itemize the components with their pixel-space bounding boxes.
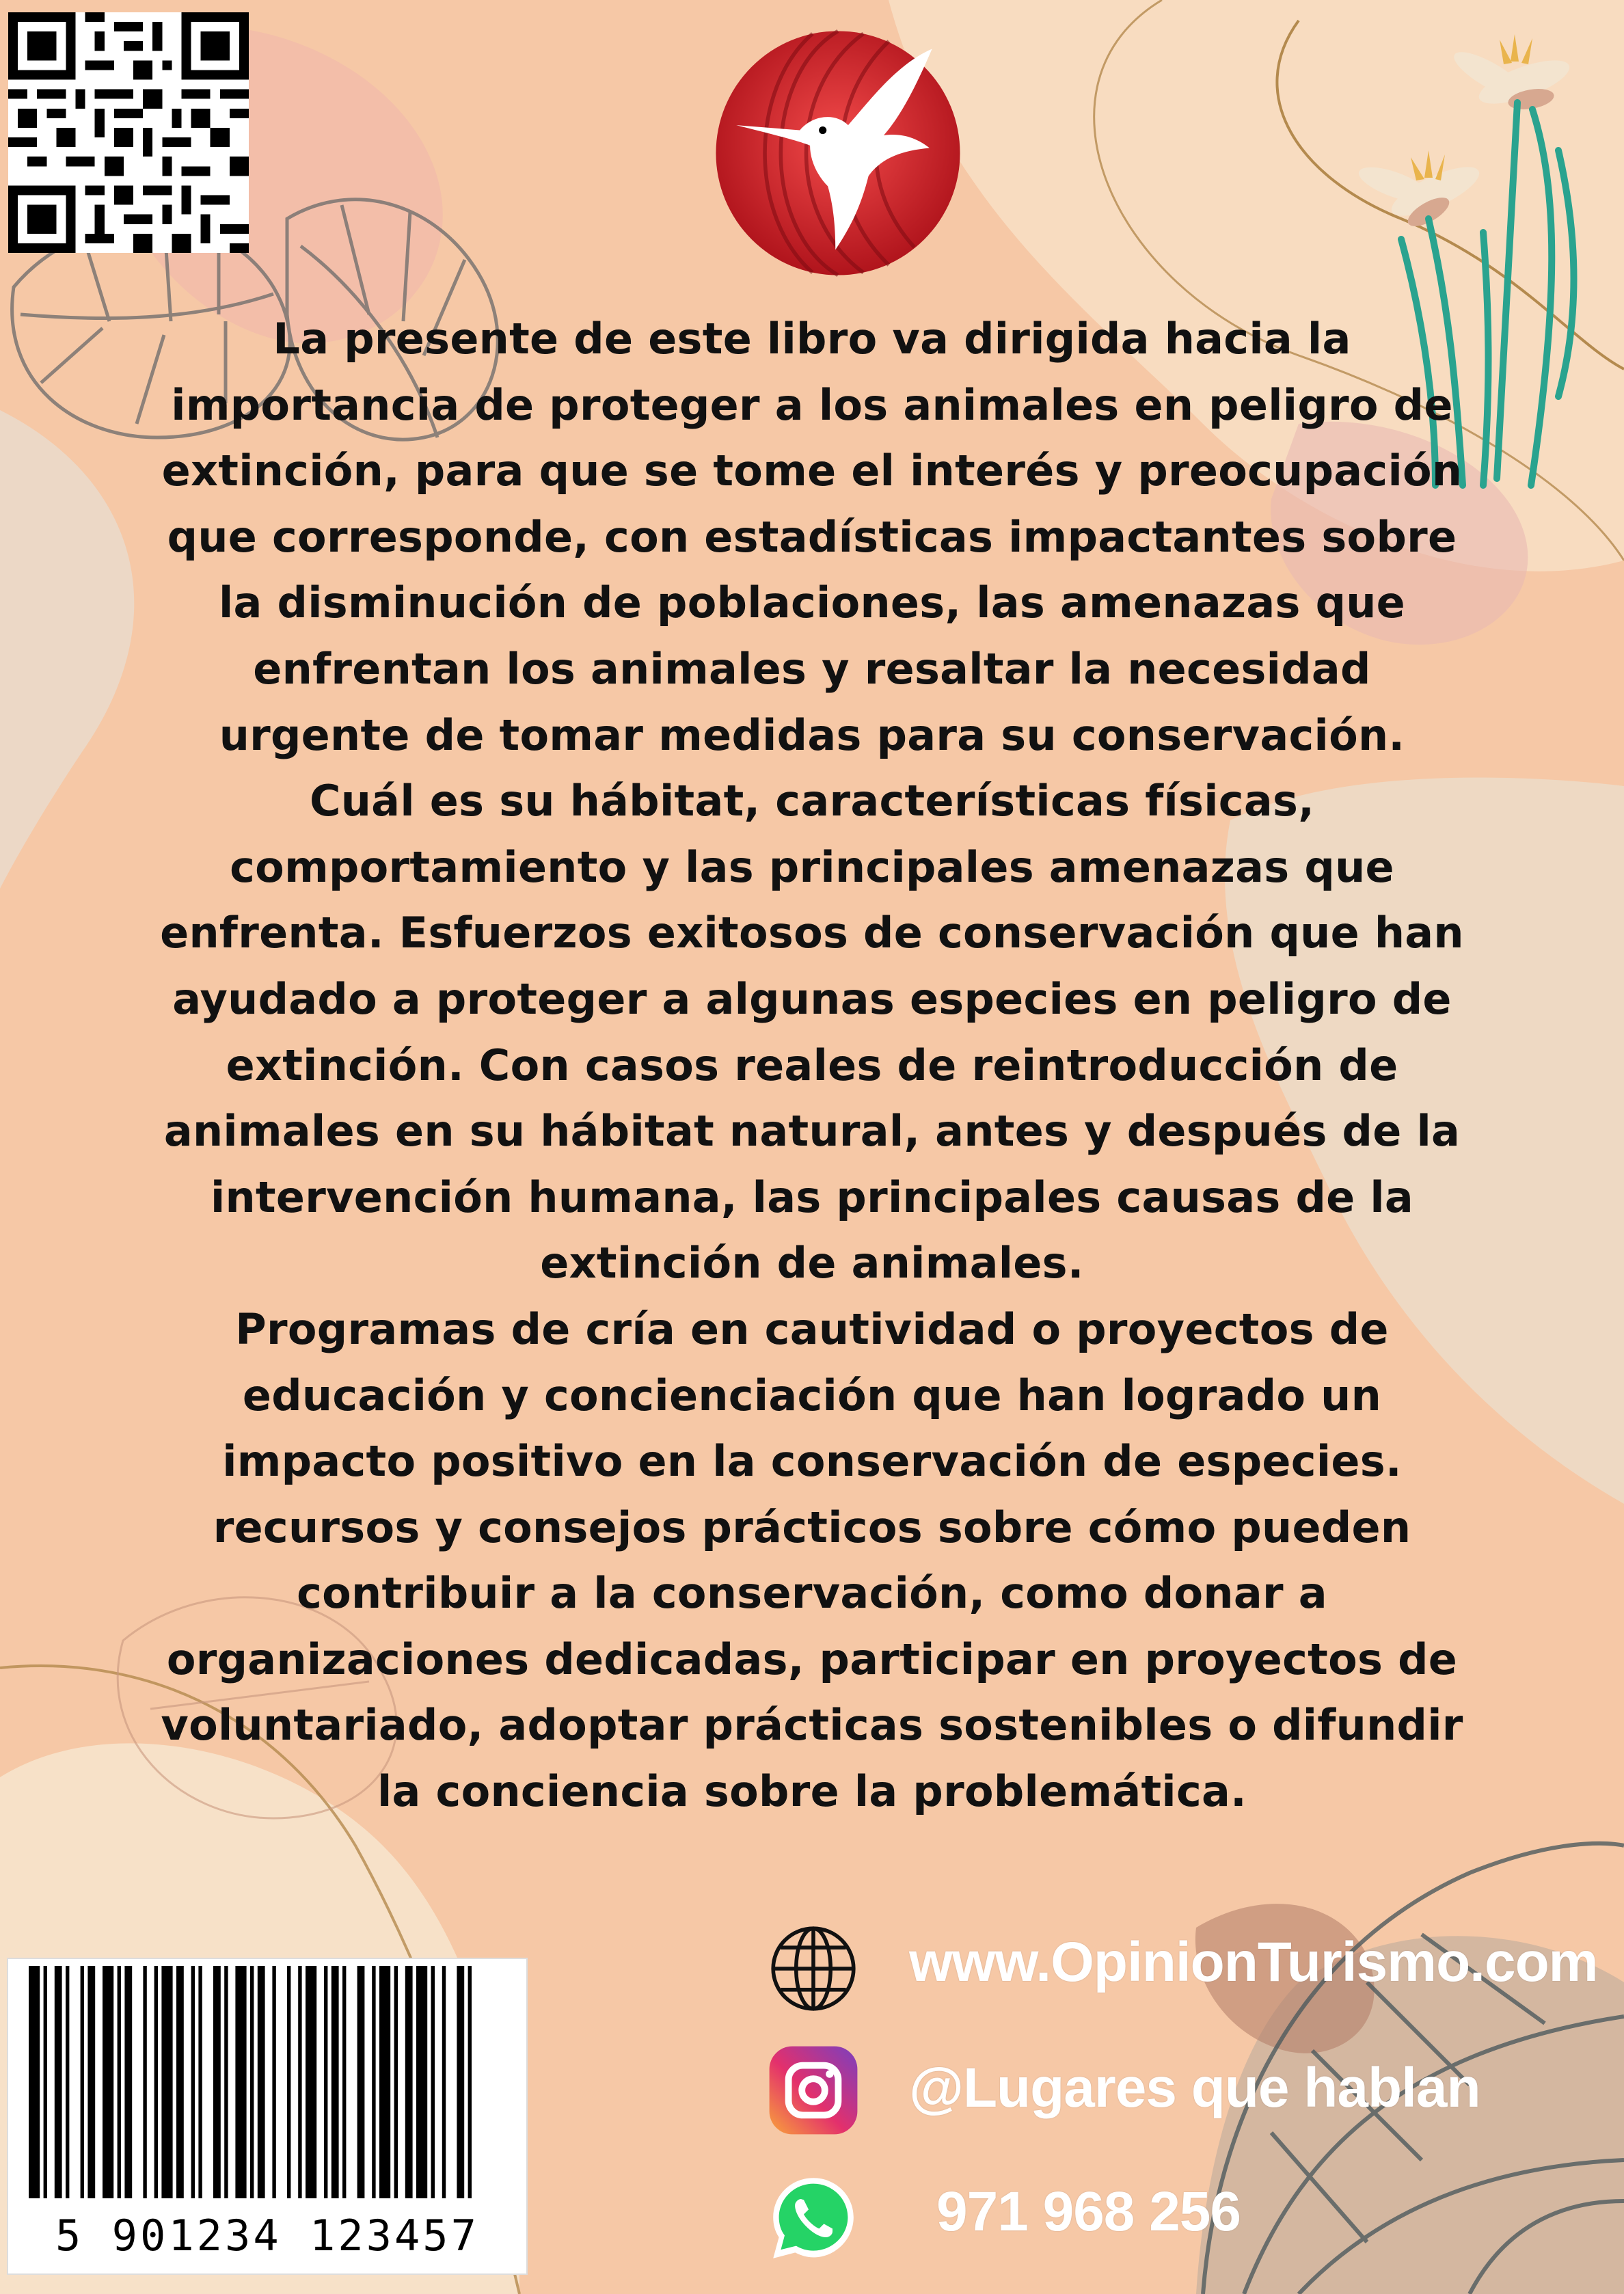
description-paragraph: Programas de cría en cautividad o proyectos de educación y concienciación que han logrado un impacto positivo en la conservación de especies. recursos y consejos prácticos sobre cómo pueden contribuir a la conservación, como donar a organizaciones dedicadas, participar en proyectos de voluntariado, adoptar prácticas sostenibles o difundir la conciencia sobre la problemática. (161, 1304, 1463, 1817)
website-link[interactable]: www.OpinionTurismo.com (909, 1931, 1598, 1993)
barcode-bar (357, 1966, 365, 2198)
barcode-bar (306, 1966, 316, 2198)
globe-icon (766, 1921, 861, 2016)
barcode-bar (154, 1966, 158, 2198)
barcode-bar (118, 1966, 121, 2198)
barcode-bars (8, 1959, 526, 2205)
barcode-bar (191, 1966, 195, 2198)
barcode-bar (394, 1966, 398, 2198)
barcode-bar (405, 1966, 413, 2198)
whatsapp-icon (766, 2170, 861, 2266)
instagram-handle[interactable]: @Lugares que hablan (909, 2057, 1480, 2119)
barcode-bar (87, 1966, 95, 2198)
barcode-bar (416, 1966, 427, 2198)
barcode-bar (324, 1966, 327, 2198)
barcode-bar (331, 1966, 339, 2198)
barcode-bar (124, 1966, 132, 2198)
qr-code[interactable] (8, 12, 249, 253)
barcode (7, 1958, 528, 2275)
barcode-bar (250, 1966, 254, 2198)
barcode-bar (81, 1966, 84, 2198)
barcode-digits: 5 901234 123457 (55, 2211, 479, 2261)
barcode-bar (224, 1966, 228, 2198)
barcode-bar (457, 1966, 464, 2198)
barcode-bar (103, 1966, 113, 2198)
barcode-bar (29, 1966, 40, 2198)
barcode-bar (468, 1966, 472, 2198)
barcode-bar (372, 1966, 375, 2198)
barcode-bar (258, 1966, 265, 2198)
barcode-bar (442, 1966, 446, 2198)
barcode-bar (161, 1966, 172, 2198)
barcode-bar (55, 1966, 62, 2198)
description-paragraph: Cuál es su hábitat, características físicas, comportamiento y las principales amenazas que enfrenta. Esfuerzos exitosos de conservación que han ayudado a proteger a algunas especies en peligro de extinción. Con casos reales de reintroducción de animales en su hábitat natural, antes y después de la intervención humana, las principales causas de la extinción de animales. (160, 776, 1464, 1288)
barcode-bar (431, 1966, 435, 2198)
barcode-bar (287, 1966, 290, 2198)
barcode-bar (272, 1966, 275, 2198)
barcode-bar (213, 1966, 221, 2198)
barcode-bar (342, 1966, 346, 2198)
barcode-bar (379, 1966, 390, 2198)
hummingbird-logo (711, 26, 965, 280)
instagram-icon (766, 2042, 861, 2138)
barcode-bar (143, 1966, 146, 2198)
barcode-bar (298, 1966, 301, 2198)
barcode-bar (44, 1966, 47, 2198)
barcode-bar (198, 1966, 202, 2198)
back-cover-description (157, 306, 1467, 1825)
barcode-bar (66, 1966, 69, 2198)
phone-number[interactable]: 971 968 256 (936, 2181, 1241, 2243)
description-paragraph: La presente de este libro va dirigida hacia la importancia de proteger a los animales en peligro de extinción, para que se tome el interés y preocupación que corresponde, con estadísticas impactantes sobre la disminución de poblaciones, las amenazas que enfrentan los animales y resaltar la necesidad urgente de tomar medidas para su conservación. (161, 314, 1463, 760)
barcode-bar (176, 1966, 184, 2198)
barcode-bar (235, 1966, 246, 2198)
